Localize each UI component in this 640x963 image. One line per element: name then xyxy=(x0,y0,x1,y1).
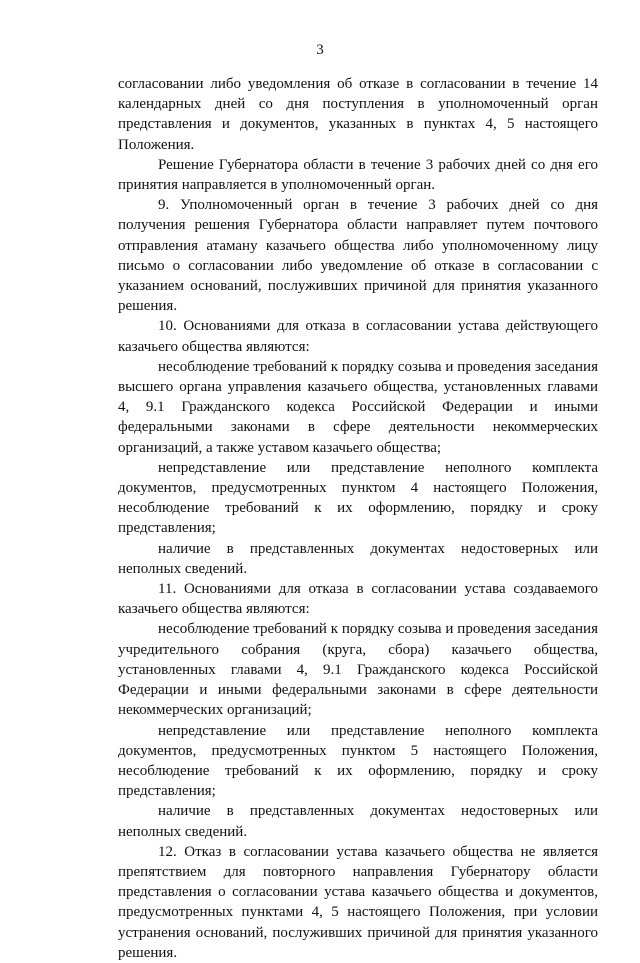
paragraph-item-10-ground-3: наличие в представленных документах недостоверных или неполных сведений. xyxy=(118,540,598,577)
paragraph-item-10: 10. Основаниями для отказа в согласовании устава действующего казачьего общества являются: xyxy=(118,318,598,355)
paragraph-item-11-ground-2: непредставление или представление неполного комплекта документов, предусмотренных пунктом 5 настоящего Положения, несоблюдение требований к их оформлению, порядку и сроку представления; xyxy=(118,722,598,800)
paragraph-item-11: 11. Основаниями для отказа в согласовании устава создаваемого казачьего общества являются: xyxy=(118,581,598,618)
paragraph-item-11-ground-1: несоблюдение требований к порядку созыва и проведения заседания учредительного собрания (круга, сбора) казачьего общества, установленных главами 4, 9.1 Гражданского кодекса Российской Федерации и иными федеральными законами в сфере деятельности некоммерческих организаций; xyxy=(118,621,598,719)
paragraph-governor-decision: Решение Губернатора области в течение 3 рабочих дней со дня его принятия направляется в уполномоченный орган. xyxy=(118,156,598,194)
paragraph-item-10-ground-2: непредставление или представление неполного комплекта документов, предусмотренных пунктом 4 настоящего Положения, несоблюдение требований к их оформлению, порядку и сроку представления; xyxy=(118,459,598,537)
document-body xyxy=(118,74,598,963)
paragraph-item-12: 12. Отказ в согласовании устава казачьего общества не является препятствием для повторного направления Губернатору области представления о согласовании устава казачьего общества и документов, предусмотренных пунктами 4, 5 настоящего Положения, при условии устранения оснований, послуживших причиной для принятия указанного решения. xyxy=(118,843,598,961)
paragraph-item-9: 9. Уполномоченный орган в течение 3 рабочих дней со дня получения решения Губернатора области направляет путем почтового отправления атаману казачьего общества либо уполномоченному лицу письмо о согласовании либо уведомление об отказе в согласовании с указанием оснований, послуживших причиной для принятия указанного решения. xyxy=(118,197,598,315)
paragraph-item-10-ground-1: несоблюдение требований к порядку созыва и проведения заседания высшего органа управления казачьего общества, установленных главами 4, 9.1 Гражданского кодекса Российской Федерации и иными федеральными законами в сфере деятельности некоммерческих организаций, а также уставом казачьего общества; xyxy=(118,358,598,456)
paragraph-continuation: согласовании либо уведомления об отказе в согласовании в течение 14 календарных дней со дня поступления в уполномоченный орган представления и документов, указанных в пунктах 4, 5 настоящего Положения. xyxy=(118,76,598,153)
paragraph-item-11-ground-3: наличие в представленных документах недостоверных или неполных сведений. xyxy=(118,803,598,840)
page-number: 3 xyxy=(316,42,324,58)
